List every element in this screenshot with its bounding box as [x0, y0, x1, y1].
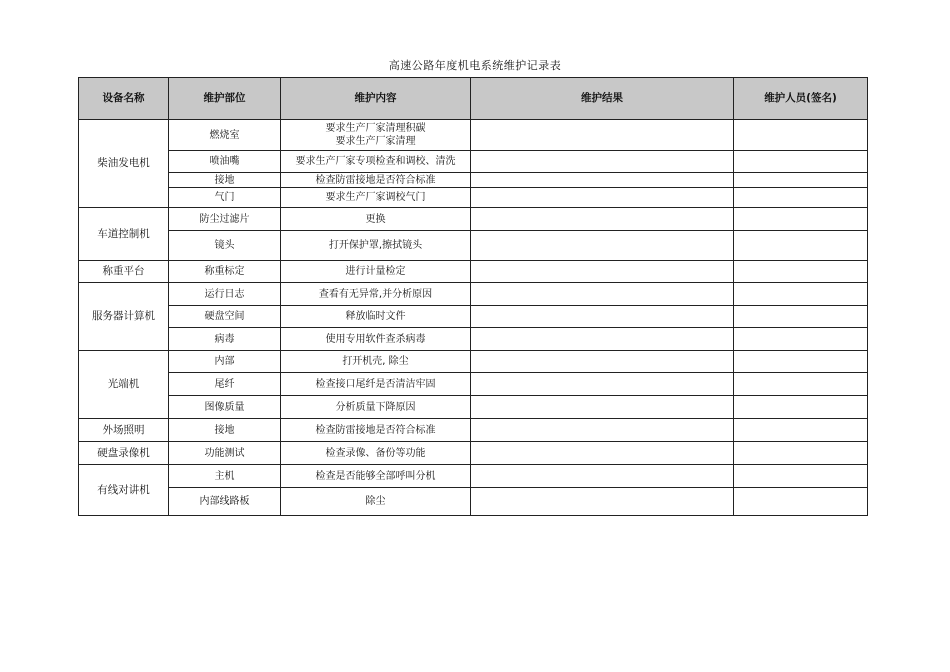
signature-cell[interactable]: [734, 373, 868, 396]
signature-cell[interactable]: [734, 419, 868, 442]
maintenance-content-cell: [281, 231, 471, 261]
signature-cell[interactable]: [734, 465, 868, 488]
signature-cell[interactable]: [734, 173, 868, 188]
content-line: 检查防雷接地是否符合标准: [315, 424, 436, 436]
maintenance-part-cell: 防尘过滤片: [169, 208, 281, 231]
content-line: 使用专用软件查杀病毒: [325, 333, 426, 345]
maintenance-record-table: [78, 77, 868, 516]
maintenance-result-cell[interactable]: [471, 151, 734, 173]
maintenance-content-cell: [281, 306, 471, 328]
device-name-cell: 硬盘录像机: [79, 442, 169, 465]
signature-cell[interactable]: [734, 396, 868, 419]
device-name-cell: 光端机: [79, 351, 169, 419]
maintenance-part-cell: 运行日志: [169, 283, 281, 306]
maintenance-result-cell[interactable]: [471, 231, 734, 261]
device-name-cell: 车道控制机: [79, 208, 169, 261]
table-row: [79, 328, 868, 351]
content-line: 检查接口尾纤是否清洁牢固: [315, 378, 436, 390]
maintenance-result-cell[interactable]: [471, 306, 734, 328]
content-line: 进行计量检定: [345, 266, 406, 277]
maintenance-result-cell[interactable]: [471, 328, 734, 351]
signature-cell[interactable]: [734, 442, 868, 465]
maintenance-content-cell: [281, 465, 471, 488]
maintenance-content-cell: [281, 396, 471, 419]
maintenance-result-cell[interactable]: [471, 261, 734, 283]
signature-cell[interactable]: [734, 231, 868, 261]
maintenance-part-cell: 喷油嘴: [169, 151, 281, 173]
signature-cell[interactable]: [734, 151, 868, 173]
maintenance-result-cell[interactable]: [471, 396, 734, 419]
maintenance-result-cell[interactable]: [471, 419, 734, 442]
table-row: [79, 188, 868, 208]
content-line: 要求生产厂家清理: [335, 136, 416, 147]
maintenance-content-cell: [281, 173, 471, 188]
table-row: [79, 306, 868, 328]
document-title: 高速公路年度机电系统维护记录表: [388, 59, 562, 72]
maintenance-result-cell[interactable]: [471, 488, 734, 516]
content-line: 要求生产厂家清理积碳: [325, 123, 426, 134]
table-row: [79, 419, 868, 442]
table-row: [79, 465, 868, 488]
maintenance-content-cell: [281, 328, 471, 351]
maintenance-result-cell[interactable]: [471, 188, 734, 208]
maintenance-part-cell: 接地: [169, 173, 281, 188]
header-maintenance-result: 维护结果: [471, 78, 734, 120]
table-row: [79, 231, 868, 261]
maintenance-content-cell: [281, 488, 471, 516]
table-row: [79, 442, 868, 465]
device-name-cell: 服务器计算机: [79, 283, 169, 351]
content-line: 打开机壳, 除尘: [342, 356, 409, 367]
table-row: [79, 373, 868, 396]
signature-cell[interactable]: [734, 283, 868, 306]
signature-cell[interactable]: [734, 351, 868, 373]
signature-cell[interactable]: [734, 261, 868, 283]
signature-cell[interactable]: [734, 188, 868, 208]
content-line: 检查防雷接地是否符合标准: [315, 174, 436, 186]
maintenance-content-cell: [281, 283, 471, 306]
maintenance-content-cell: [281, 151, 471, 173]
maintenance-part-cell: 气门: [169, 188, 281, 208]
maintenance-part-cell: 功能测试: [169, 442, 281, 465]
maintenance-result-cell[interactable]: [471, 373, 734, 396]
table-row: [79, 488, 868, 516]
maintenance-result-cell[interactable]: [471, 208, 734, 231]
content-line: 检查是否能够全部呼叫分机: [315, 470, 436, 482]
header-device-name: 设备名称: [79, 78, 169, 120]
maintenance-part-cell: 图像质量: [169, 396, 281, 419]
content-line: 除尘: [365, 496, 386, 507]
device-name-cell: 柴油发电机: [79, 120, 169, 208]
content-line: 打开保护罩,擦拭镜头: [328, 240, 423, 251]
header-row: [79, 78, 868, 120]
maintenance-content-cell: [281, 442, 471, 465]
content-line: 要求生产厂家专项检查和调校、清洗: [295, 156, 456, 167]
maintenance-content-cell: [281, 208, 471, 231]
maintenance-part-cell: 燃烧室: [169, 120, 281, 151]
maintenance-result-cell[interactable]: [471, 442, 734, 465]
table-row: [79, 351, 868, 373]
device-name-cell: 有线对讲机: [79, 465, 169, 516]
signature-cell[interactable]: [734, 120, 868, 151]
content-line: 要求生产厂家调校气门: [325, 192, 426, 203]
content-line: 释放临时文件: [345, 311, 406, 322]
maintenance-part-cell: 内部线路板: [169, 488, 281, 516]
maintenance-part-cell: 内部: [169, 351, 281, 373]
table-row: [79, 173, 868, 188]
signature-cell[interactable]: [734, 306, 868, 328]
header-maintenance-personnel: 维护人员(签名): [734, 78, 868, 120]
maintenance-result-cell[interactable]: [471, 173, 734, 188]
maintenance-content-cell: [281, 188, 471, 208]
content-line: 更换: [365, 213, 386, 225]
maintenance-content-cell: [281, 419, 471, 442]
table-row: [79, 283, 868, 306]
table-body: [79, 120, 868, 516]
maintenance-part-cell: 尾纤: [169, 373, 281, 396]
maintenance-part-cell: 称重标定: [169, 261, 281, 283]
header-maintenance-content: 维护内容: [281, 78, 471, 120]
maintenance-part-cell: 病毒: [169, 328, 281, 351]
signature-cell[interactable]: [734, 488, 868, 516]
content-line: 查看有无异常,并分析原因: [318, 288, 433, 300]
maintenance-content-cell: [281, 120, 471, 151]
maintenance-part-cell: 接地: [169, 419, 281, 442]
table-row: [79, 151, 868, 173]
table-row: [79, 208, 868, 231]
maintenance-result-cell[interactable]: [471, 120, 734, 151]
table-row: [79, 261, 868, 283]
maintenance-part-cell: 镜头: [169, 231, 281, 261]
maintenance-content-cell: [281, 261, 471, 283]
signature-cell[interactable]: [734, 208, 868, 231]
maintenance-content-cell: [281, 373, 471, 396]
content-line: 检查录像、备份等功能: [325, 447, 426, 459]
maintenance-result-cell[interactable]: [471, 283, 734, 306]
device-name-cell: 外场照明: [79, 419, 169, 442]
maintenance-result-cell[interactable]: [471, 351, 734, 373]
device-name-cell: 称重平台: [79, 261, 169, 283]
signature-cell[interactable]: [734, 328, 868, 351]
maintenance-content-cell: [281, 351, 471, 373]
table-row: [79, 120, 868, 151]
header-maintenance-part: 维护部位: [169, 78, 281, 120]
table-row: [79, 396, 868, 419]
maintenance-part-cell: 硬盘空间: [169, 306, 281, 328]
maintenance-result-cell[interactable]: [471, 465, 734, 488]
maintenance-part-cell: 主机: [169, 465, 281, 488]
content-line: 分析质量下降原因: [335, 401, 416, 413]
